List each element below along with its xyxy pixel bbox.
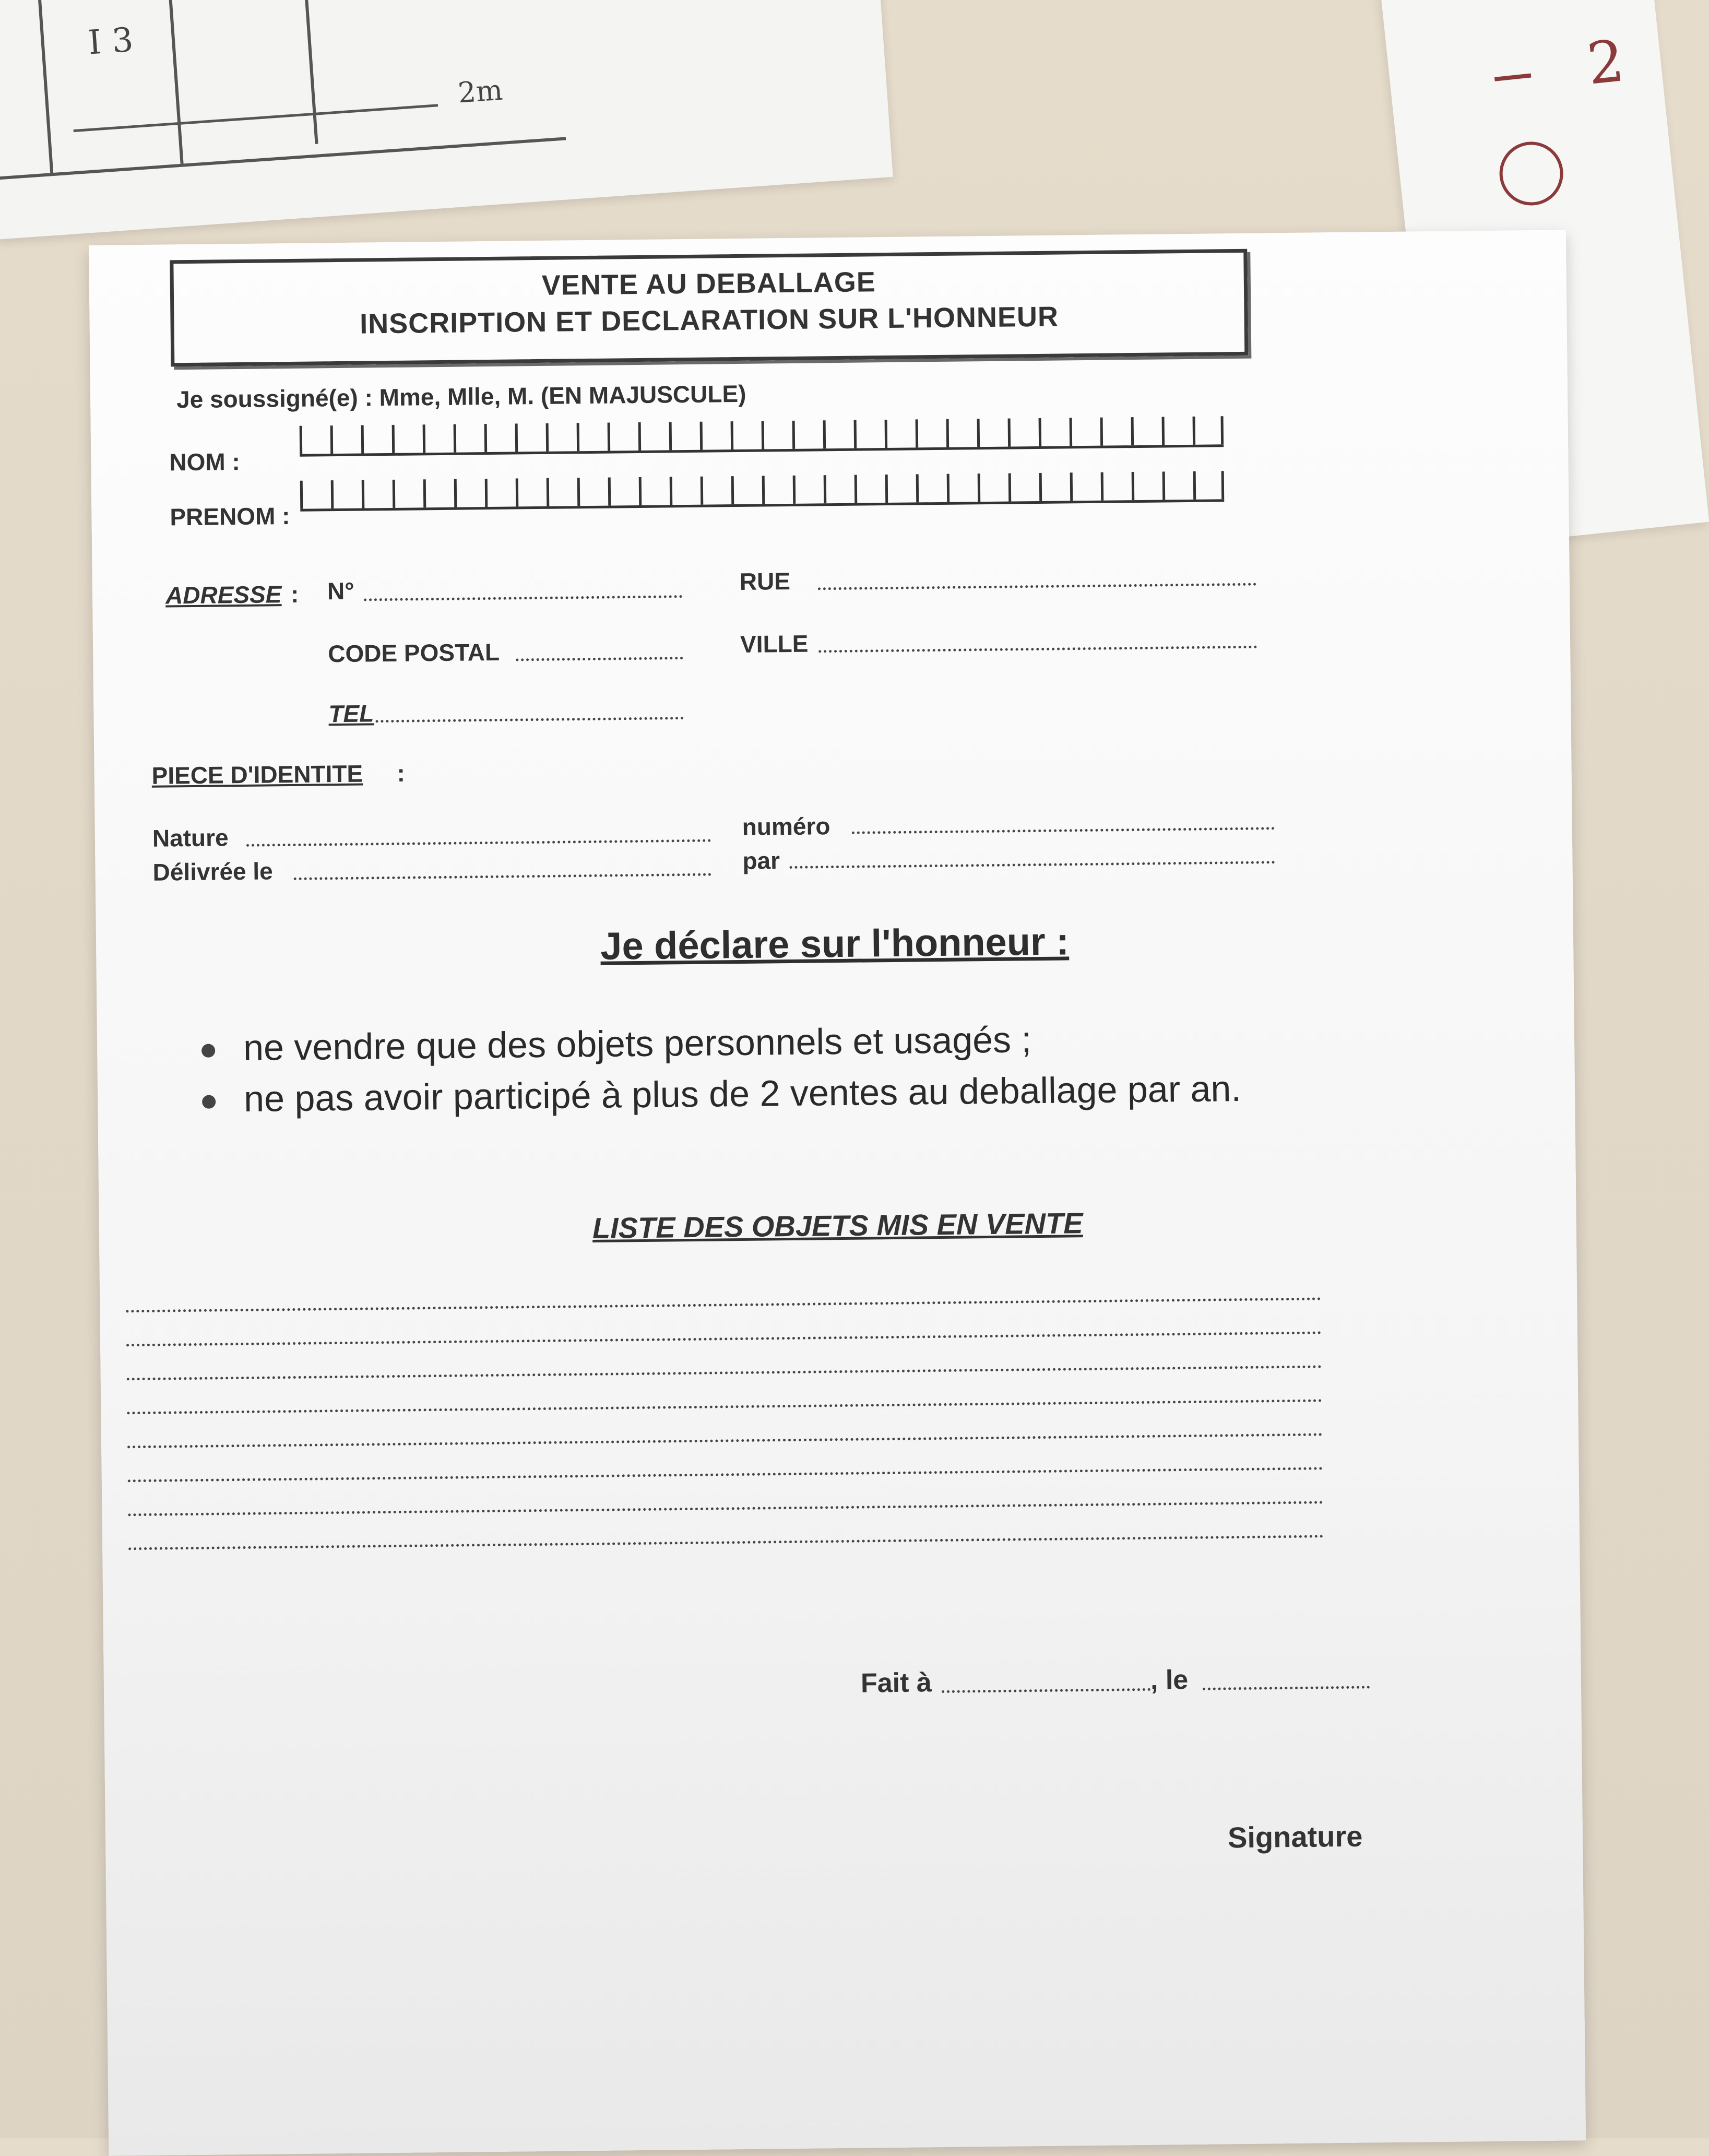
signature-label: Signature [1227,1819,1363,1854]
handwritten-stroke [1494,74,1531,81]
nature-field[interactable] [246,839,711,847]
le-label: , le [1150,1665,1189,1696]
numero-piece-label: numéro [742,812,830,840]
rue-field[interactable] [818,583,1256,590]
background-paper-left [0,0,893,240]
nom-letter-boxes[interactable] [300,416,1224,457]
objects-line[interactable] [127,1365,1322,1380]
piece-identite-label: PIECE D'IDENTITE [151,760,363,789]
objects-line[interactable] [128,1501,1323,1516]
signature-area[interactable] [1124,1866,1418,2005]
declaration-item: ne pas avoir participé à plus de 2 ventes au deballage par an. [202,1068,1241,1120]
handwritten-mark: 2m [457,73,504,110]
declaration-list [201,1016,1242,1130]
handwritten-circle [1497,138,1566,208]
prenom-letter-boxes[interactable] [300,471,1225,512]
par-label: par [742,847,780,874]
tel-label: TEL [328,700,374,728]
delivree-field[interactable] [294,873,711,880]
form-title: VENTE AU DEBALLAGE [541,266,876,301]
numero-label: N° [327,577,354,605]
tel-field[interactable] [376,717,684,722]
piece-identite-colon: : [397,759,406,787]
nom-label: NOM : [169,447,241,476]
code-postal-field[interactable] [516,657,683,661]
nature-label: Nature [152,824,229,852]
objects-list-title: LISTE DES OBJETS MIS EN VENTE [592,1206,1083,1245]
ville-field[interactable] [818,646,1257,653]
numero-field[interactable] [364,595,682,601]
objects-line[interactable] [128,1467,1323,1482]
rue-label: RUE [739,567,791,595]
intro-text: Je soussigné(e) : Mme, Mlle, M. (EN MAJUSCULE) [176,380,746,413]
par-field[interactable] [790,861,1275,869]
delivree-label: Délivrée le [152,857,274,886]
fait-a-label: Fait à [860,1667,932,1699]
code-postal-label: CODE POSTAL [327,638,500,668]
form-title-box [170,249,1248,367]
objects-line[interactable] [126,1297,1321,1312]
objects-line[interactable] [128,1535,1324,1550]
form-subtitle: INSCRIPTION ET DECLARATION SUR L'HONNEUR [359,301,1059,340]
handwritten-mark: I 3 [87,20,135,63]
handwritten-mark: 2 [1584,27,1628,98]
objects-line[interactable] [126,1331,1322,1346]
adresse-colon: : [290,580,299,608]
objects-line[interactable] [127,1433,1323,1448]
adresse-label: ADRESSE [165,581,282,609]
ville-label: VILLE [740,630,809,658]
date-field[interactable] [1203,1686,1370,1690]
declaration-item: ne vendre que des objets personnels et usagés ; [201,1016,1241,1069]
numero-piece-field[interactable] [852,827,1275,834]
declaration-title: Je déclare sur l'honneur : [600,919,1070,968]
prenom-label: PRENOM : [170,502,290,531]
form-sheet [89,230,1586,2155]
fait-a-field[interactable] [942,1688,1150,1693]
objects-line[interactable] [127,1399,1322,1414]
